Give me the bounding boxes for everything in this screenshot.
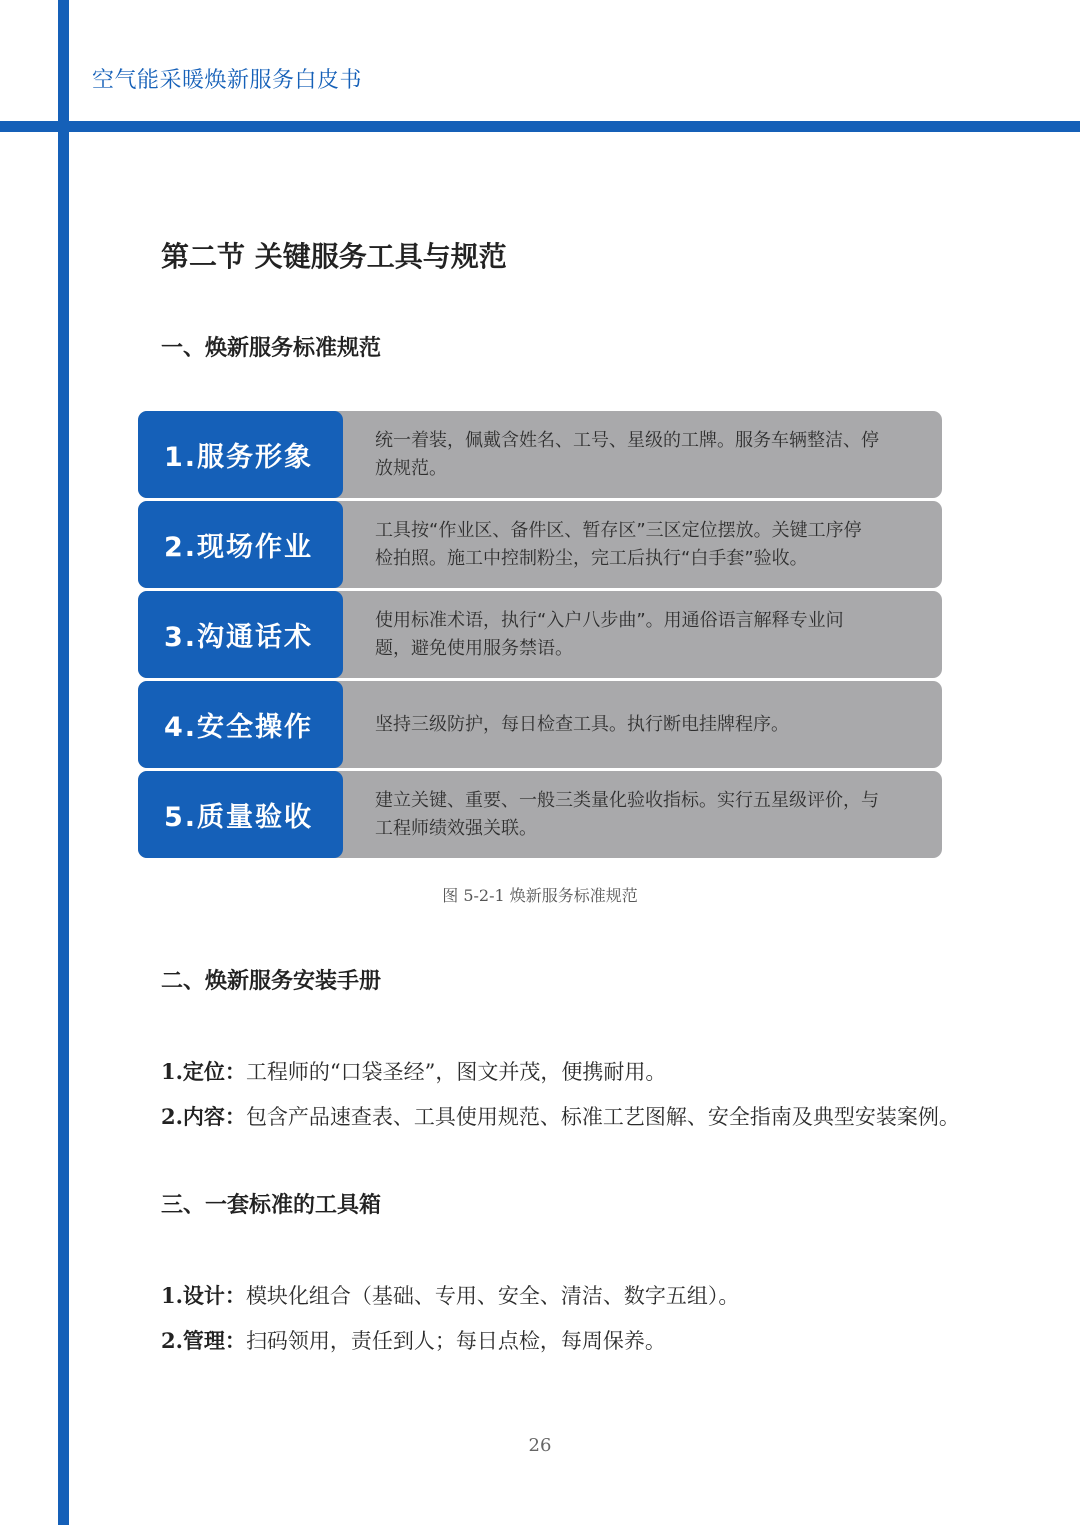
item-label: 1.定位： <box>161 1059 246 1084</box>
standard-row <box>138 501 942 588</box>
toolbox-item-management <box>161 1326 666 1356</box>
subsection-title-toolbox: 三、一套标准的工具箱 <box>161 1192 382 1218</box>
standard-description-line: 工程师绩效强关联。 <box>375 817 537 839</box>
item-label: 2.管理： <box>161 1328 246 1353</box>
standard-description <box>375 771 906 858</box>
left-accent-bar <box>58 0 69 1525</box>
section-title: 第二节 关键服务工具与规范 <box>161 240 507 273</box>
standard-label: 4.安全操作 <box>138 681 343 768</box>
standard-label: 5.质量验收 <box>138 771 343 858</box>
header-accent-bar <box>0 121 1080 132</box>
standard-description-line: 建立关键、重要、一般三类量化验收指标。实行五星级评价，与 <box>375 789 879 811</box>
item-label: 2.内容： <box>161 1104 246 1129</box>
standard-description <box>375 681 906 768</box>
standard-description-line: 题，避免使用服务禁语。 <box>375 637 573 659</box>
standard-description-line: 使用标准术语，执行“入户八步曲”。用通俗语言解释专业问 <box>375 609 844 631</box>
subsection-title-manual: 二、焕新服务安装手册 <box>161 968 382 994</box>
figure-caption: 图 5-2-1 焕新服务标准规范 <box>442 886 638 905</box>
standard-row <box>138 411 942 498</box>
manual-item-positioning <box>161 1057 666 1087</box>
standard-description <box>375 411 906 498</box>
standard-description <box>375 591 906 678</box>
standard-description-line: 检拍照。施工中控制粉尘，完工后执行“白手套”验收。 <box>375 547 808 569</box>
standard-label: 3.沟通话术 <box>138 591 343 678</box>
standard-row <box>138 771 942 858</box>
standard-description <box>375 501 906 588</box>
standard-row <box>138 591 942 678</box>
standard-label: 2.现场作业 <box>138 501 343 588</box>
item-text: 扫码领用，责任到人；每日点检，每周保养。 <box>245 1329 666 1353</box>
subsection-title-standards: 一、焕新服务标准规范 <box>161 335 382 361</box>
item-text: 模块化组合（基础、专用、安全、清洁、数字五组）。 <box>245 1284 740 1308</box>
item-text: 包含产品速查表、工具使用规范、标准工艺图解、安全指南及典型安装案例。 <box>245 1105 960 1129</box>
document-header-title: 空气能采暖焕新服务白皮书 <box>92 68 363 93</box>
item-label: 1.设计： <box>161 1283 246 1308</box>
standard-description-line: 放规范。 <box>375 457 447 479</box>
manual-item-content <box>161 1102 960 1132</box>
standard-row <box>138 681 942 768</box>
toolbox-item-design <box>161 1281 739 1311</box>
standard-label: 1.服务形象 <box>138 411 343 498</box>
service-standards-figure <box>138 411 942 861</box>
standard-description-line: 工具按“作业区、备件区、暂存区”三区定位摆放。关键工序停 <box>375 519 862 541</box>
standard-description-line: 统一着装，佩戴含姓名、工号、星级的工牌。服务车辆整洁、停 <box>375 429 879 451</box>
item-text: 工程师的“口袋圣经”，图文并茂，便携耐用。 <box>245 1060 667 1084</box>
page-number: 26 <box>528 1435 552 1456</box>
standard-description-line: 坚持三级防护，每日检查工具。执行断电挂牌程序。 <box>375 713 789 735</box>
